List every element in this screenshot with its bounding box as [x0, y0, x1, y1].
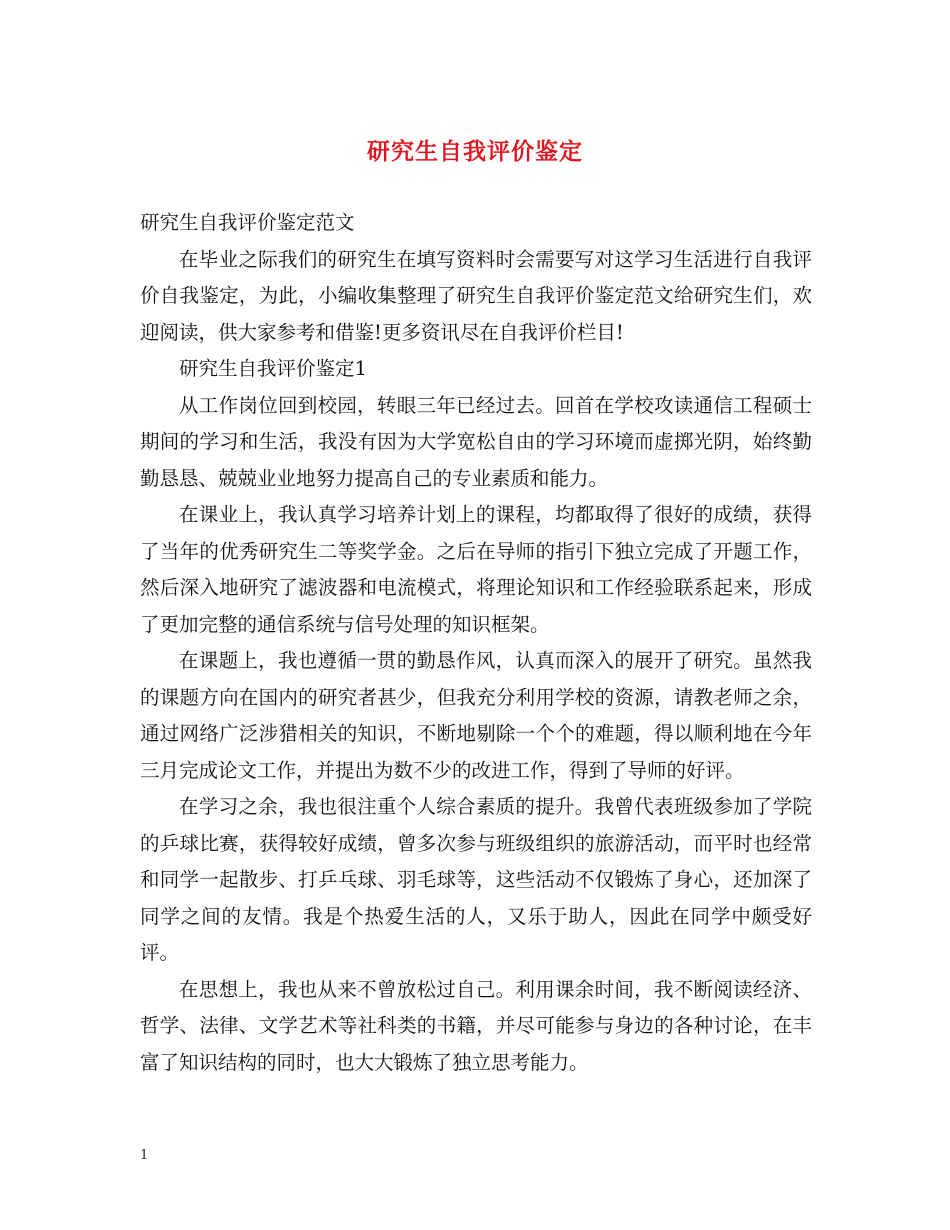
- document-body: [140, 205, 812, 1081]
- page-number: 1: [140, 1148, 149, 1163]
- body-paragraph: 从工作岗位回到校园，转眼三年已经过去。回首在学校攻读通信工程硕士期间的学习和生活，我没有因为大学宽松自由的学习环境而虚掷光阴，始终勤勤恳恳、兢兢业业地努力提高自己的专业素质和能力。: [140, 393, 812, 490]
- intro-paragraph: 在毕业之际我们的研究生在填写资料时会需要写对这学习生活进行自我评价自我鉴定，为此，小编收集整理了研究生自我评价鉴定范文给研究生们，欢迎阅读，供大家参考和借鉴!更多资讯尽在自我评价栏目!: [140, 247, 812, 344]
- body-paragraph: 在学习之余，我也很注重个人综合素质的提升。我曾代表班级参加了学院的乒球比赛，获得较好成绩，曾多次参与班级组织的旅游活动，而平时也经常和同学一起散步、打乒乓球、羽毛球等，这些活动不仅锻炼了身心，还加深了同学之间的友情。我是个热爱生活的人，又乐于助人，因此在同学中颇受好评。: [140, 795, 812, 964]
- body-paragraph: 在思想上，我也从来不曾放松过自己。利用课余时间，我不断阅读经济、哲学、法律、文学艺术等社科类的书籍，并尽可能参与身边的各种讨论，在丰富了知识结构的同时，也大大锻炼了独立思考能力。: [140, 977, 812, 1074]
- subtitle-paragraph: 研究生自我评价鉴定范文: [140, 211, 355, 234]
- document-title: 研究生自我评价鉴定: [367, 138, 583, 165]
- body-paragraph: 在课业上，我认真学习培养计划上的课程，均都取得了很好的成绩，获得了当年的优秀研究生二等奖学金。之后在导师的指引下独立完成了开题工作，然后深入地研究了滤波器和电流模式，将理论知识和工作经验联系起来，形成了更加完整的通信系统与信号处理的知识框架。: [140, 503, 812, 636]
- body-paragraph: 在课题上，我也遵循一贯的勤恳作风，认真而深入的展开了研究。虽然我的课题方向在国内的研究者甚少，但我充分利用学校的资源，请教老师之余，通过网络广泛涉猎相关的知识，不断地剔除一个个的难题，得以顺利地在今年三月完成论文工作，并提出为数不少的改进工作，得到了导师的好评。: [140, 649, 812, 782]
- section-heading: 研究生自我评价鉴定1: [179, 357, 367, 380]
